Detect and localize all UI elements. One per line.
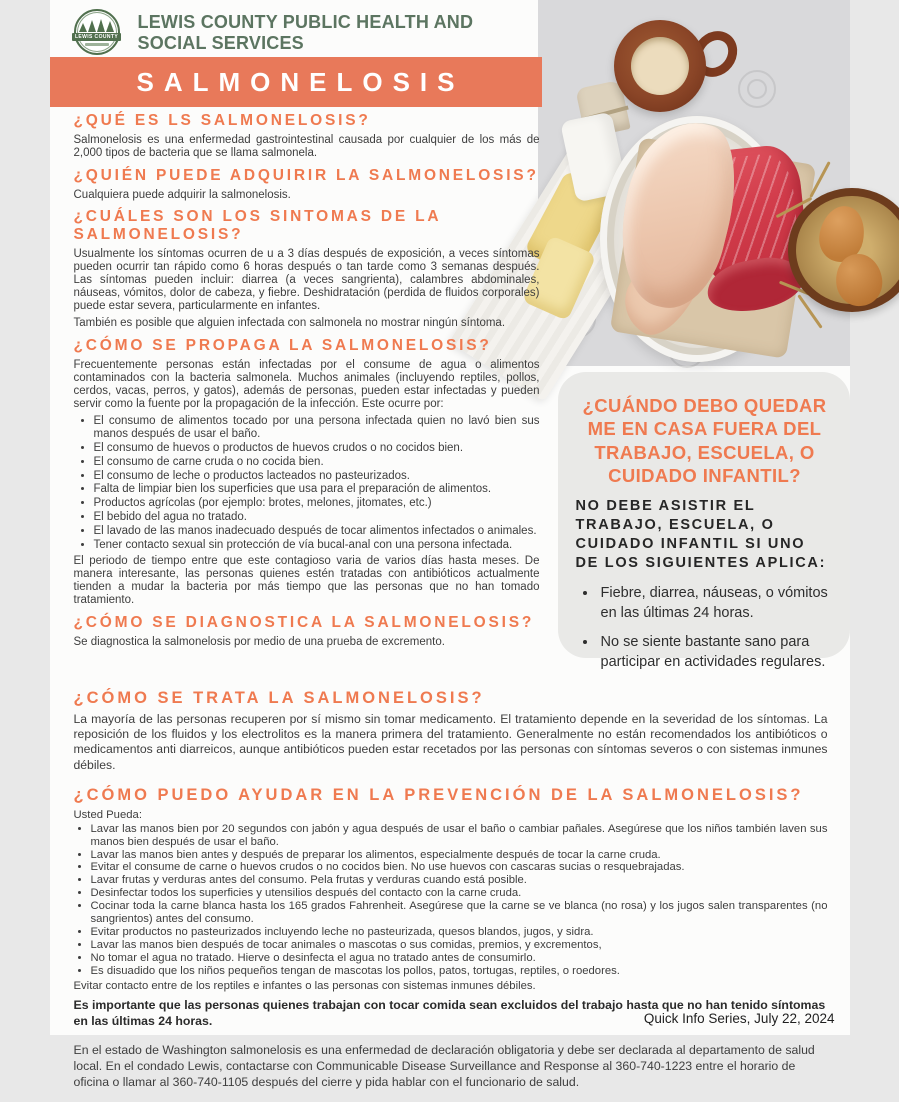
title-banner bbox=[50, 57, 542, 107]
list-item: • Cocinar toda la carne blanca hasta los 165 grados Fahrenheit. Asegúrese que la carne se ve blanca (no rosa) y los jugos salen transparentes (no sangrientos) antes del consumo. bbox=[91, 900, 828, 926]
section-heading: ¿CÓMO SE TRATA LA SALMONELOSIS? bbox=[74, 688, 828, 708]
list-item: • Desinfectar todos los superficies y utensilios después del contacto con la carne cruda. bbox=[91, 887, 828, 900]
list-item: • Falta de limpiar bien los superficies que usa para el preparación de alimentos. bbox=[94, 483, 540, 496]
list-item: • Productos agrícolas (por ejemplo: brotes, melones, jitomates, etc.) bbox=[94, 497, 540, 510]
trees-icon bbox=[79, 19, 114, 32]
callout-list bbox=[576, 583, 834, 673]
section-heading: ¿QUÉ ES LS SALMONELOSIS? bbox=[74, 112, 540, 130]
section-body: Frecuentemente personas están infectadas por el consume de agua o alimentos contaminados con la bacteria salmonela. Muchos animales (incluyendo reptiles, pollos, cerdos, vacas, perros, y gatos), además de personas, pueden estar infectadas y pueden servir como la fuente por la propagación de la infección. Este ocurre por: bbox=[74, 359, 540, 410]
list-item: • No se siente bastante sano para participar en actividades regulares. bbox=[598, 632, 834, 673]
lewis-county-logo-icon bbox=[74, 9, 120, 55]
spread-list bbox=[74, 415, 540, 551]
list-item: • El consumo de alimentos tocado por una persona infectada quien no lavó bien sus manos después de usar el baño. bbox=[94, 415, 540, 441]
section-what bbox=[74, 112, 540, 160]
list-item: • Lavar las manos bien después de tocar animales o mascotas o sus comidas, premios, y excrementos, bbox=[91, 939, 828, 952]
section-body: También es posible que alguien infectada con salmonela no mostrar ningún síntoma. bbox=[74, 317, 540, 330]
section-body: Cualquiera puede adquirir la salmonelosis. bbox=[74, 189, 540, 202]
list-item: • El lavado de las manos inadecuado después de tocar alimentos infectados o animales. bbox=[94, 525, 540, 538]
section-body: Usualmente los síntomas ocurren de u a 3 días después de exposición, a veces síntomas pueden ocurrir tan rápido como 6 horas después o tan tarde como 3 semanas después. Las síntomas pueden incluir: diarrea (a veces sangrienta), calambres abdominales, náuseas, vómitos, dolor de cabeza, y fiebre. Deshidratación (perdida de fluidos corporales) puede estar severa, particularmente en infantes. bbox=[74, 248, 540, 312]
food-photo bbox=[538, 0, 850, 366]
section-body: Usted Pueda: bbox=[74, 809, 828, 822]
logo-band-label: LEWIS COUNTY bbox=[72, 33, 121, 41]
callout-heading: ¿CUÁNDO DEBO QUEDAR ME EN CASA FUERA DEL TRABAJO, ESCUELA, O CUIDADO INFANTIL? bbox=[576, 394, 834, 487]
list-item: • Evitar productos no pasteurizados incluyendo leche no pasteurizada, quesos blandos, jugos, y sidra. bbox=[91, 926, 828, 939]
list-item: • Lavar las manos bien por 20 segundos con jabón y agua después de usar el baño o cambiar pañales. Asegúrese que los niños también laven sus manos bien después de usar el baño. bbox=[91, 823, 828, 849]
reporting-info: En el estado de Washington salmonelosis es una enfermedad de declaración obligatoria y debe ser declarada al departamento de salud local. En el condado Lewis, contactarse con Communicable Disease Surveillance and Response al 360-740-1223 entre el horario de oficina o llamar al 360-740-1105 después del cierre y pida hablar con el funcionario de salud. bbox=[74, 1042, 828, 1090]
list-item: • El consumo de leche o productos lacteados no pasteurizados. bbox=[94, 470, 540, 483]
page-title: SALMONELOSIS bbox=[126, 67, 464, 98]
section-symptoms bbox=[74, 208, 540, 330]
org-name: LEWIS COUNTY PUBLIC HEALTH AND SOCIAL SERVICES bbox=[138, 9, 488, 54]
main-column bbox=[74, 112, 540, 655]
section-body: Se diagnostica la salmonelosis por medio de una prueba de excremento. bbox=[74, 636, 540, 649]
list-item: • El bebido del agua no tratado. bbox=[94, 511, 540, 524]
list-item: • El consumo de carne cruda o no cocida bien. bbox=[94, 456, 540, 469]
section-body: Salmonelosis es una enfermedad gastrointestinal causada por cualquier de los más de 2,000 tipos de bacteria que se llama salmonela. bbox=[74, 134, 540, 160]
list-item: • No tomar el agua no tratado. Hierve o desinfecta el agua no tratado antes de consumirlo. bbox=[91, 952, 828, 965]
logo-ribbon bbox=[85, 43, 109, 46]
flyer-page bbox=[50, 0, 850, 1035]
prevention-list bbox=[74, 823, 828, 978]
section-heading: ¿CÓMO SE PROPAGA LA SALMONELOSIS? bbox=[74, 337, 540, 355]
section-heading: ¿CÓMO SE DIAGNOSTICA LA SALMONELOSIS? bbox=[74, 614, 540, 632]
watermark-icon bbox=[738, 70, 776, 108]
header bbox=[74, 9, 488, 55]
list-item: • Tener contacto sexual sin protección de vía bucal-anal con una persona infectada. bbox=[94, 539, 540, 552]
bottom-sections bbox=[74, 688, 828, 1102]
section-body: El periodo de tiempo entre que este contagioso varia de varios días hasta meses. De manera interesante, las personas quienes estén tratadas con antibióticos actualmente tienden a mudar la bacteria por más tiempo que las personas que no han tomado tratamiento. bbox=[74, 555, 540, 606]
callout-subheading: NO DEBE ASISTIR EL TRABAJO, ESCUELA, O CUIDADO INFANTIL SI UNO DE LOS SIGUIENTES APLICA: bbox=[576, 497, 834, 572]
section-heading: ¿CÓMO PUEDO AYUDAR EN LA PREVENCIÓN DE LA SALMONELOSIS? bbox=[74, 785, 828, 805]
section-diagnosis bbox=[74, 614, 540, 649]
section-body: Evitar contacto entre de los reptiles e infantes o las personas con sistemas inmunes débiles. bbox=[74, 980, 828, 993]
section-spread bbox=[74, 337, 540, 606]
section-heading: ¿QUIÉN PUEDE ADQUIRIR LA SALMONELOSIS? bbox=[74, 167, 540, 185]
section-body: La mayoría de las personas recuperen por sí mismo sin tomar medicamento. El tratamiento depende en la severidad de los síntomas. La reposición de los fluidos y los electrolitos es la manera primera del tratamiento. Generalmente no están recomendados los antibióticos o medicamentos anti diarreicos, aunque antibióticos pueden estar recetados por las personas con síntomas severos o con sistemas inmunes débiles. bbox=[74, 712, 828, 773]
exclusion-note: Es importante que las personas quienes trabajan con tocar comida sean excluidos del trabajo hasta que no han tenido síntomas en las últimas 24 horas. bbox=[74, 997, 828, 1030]
milk-surface-image bbox=[631, 37, 689, 95]
list-item: • Evitar el consume de carne o huevos crudos o no cocidos bien. No use huevos con cascaras sucias o resquebrajadas. bbox=[91, 861, 828, 874]
section-who bbox=[74, 167, 540, 202]
section-heading: ¿CUÁLES SON LOS SINTOMAS DE LA SALMONELOSIS? bbox=[74, 208, 540, 244]
series-date: Quick Info Series, July 22, 2024 bbox=[644, 1011, 835, 1026]
list-item: • Fiebre, diarrea, náuseas, o vómitos en las últimas 24 horas. bbox=[598, 583, 834, 624]
stay-home-callout bbox=[558, 372, 850, 658]
list-item: • Lavar frutas y verduras antes del consumo. Pela frutas y verduras cuando está posible. bbox=[91, 874, 828, 887]
list-item: • Es disuadido que los niños pequeños tengan de mascotas los pollos, patos, tortugas, reptiles, o roedores. bbox=[91, 965, 828, 978]
list-item: • Lavar las manos bien antes y después de preparar los alimentos, especialmente después de tocar la carne cruda. bbox=[91, 849, 828, 862]
section-prevention bbox=[74, 785, 828, 993]
list-item: • El consumo de huevos o productos de huevos crudos o no cocidos bien. bbox=[94, 442, 540, 455]
section-treatment bbox=[74, 688, 828, 773]
